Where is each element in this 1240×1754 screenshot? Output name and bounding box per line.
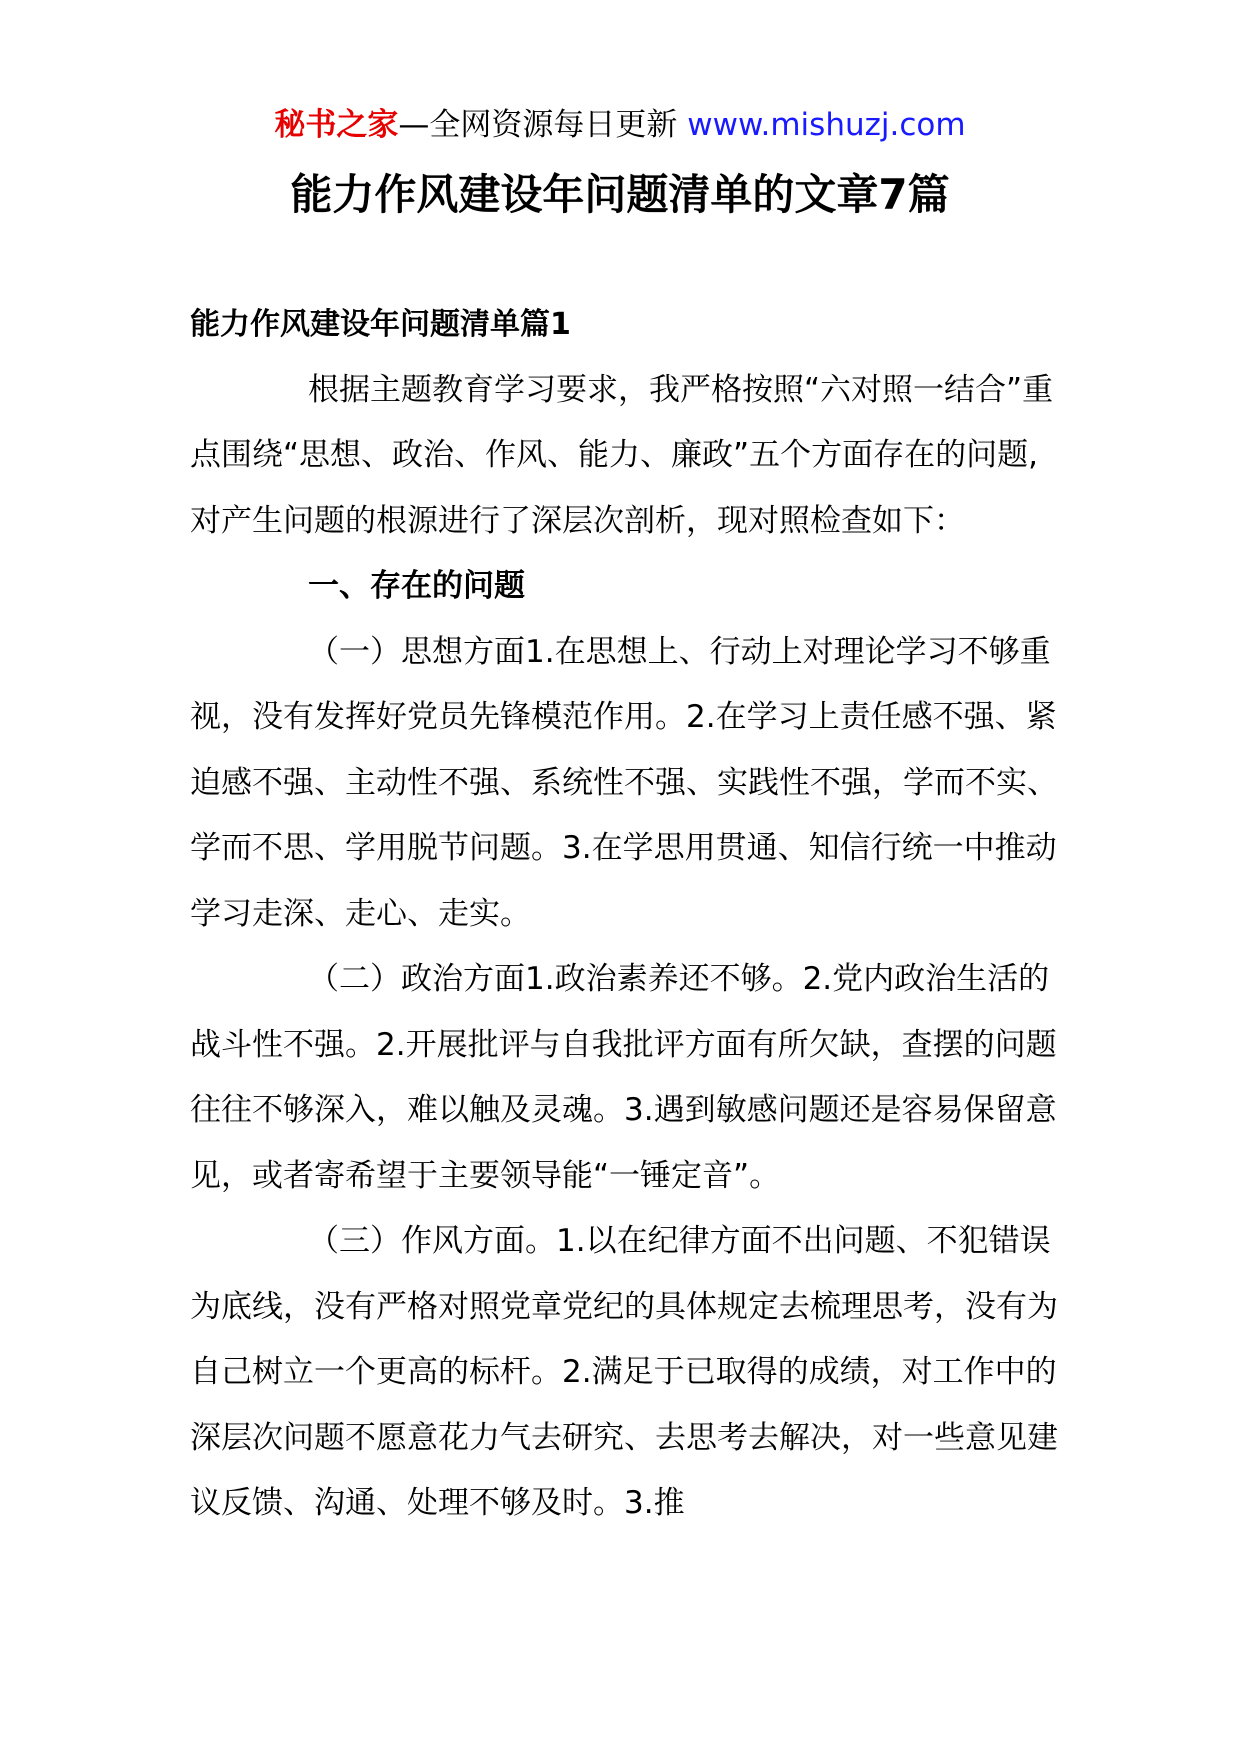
heading-existing-problems: 一、存在的问题 bbox=[308, 568, 525, 604]
paragraph-style-aspect: （三）作风方面。1.以在纪律方面不出问题、不犯错误为底线，没有严格对照党章党纪的具体规定去梳理思考，没有为自己树立一个更高的标杆。2.满足于已取得的成绩，对工作中的深层次问题不愿意花力气去研究、去思考去解决，对一些意见建议反馈、沟通、处理不够及时。3.推 bbox=[190, 1223, 1058, 1521]
document-title: 能力作风建设年问题清单的文章7篇 bbox=[290, 170, 950, 219]
document-body bbox=[190, 292, 1065, 1537]
paragraph-thought-aspect: （一）思想方面1.在思想上、行动上对理论学习不够重视，没有发挥好党员先锋模范作用。2.在学习上责任感不强、紧迫感不强、主动性不强、系统性不强、实践性不强，学而不实、学而不思、学用脱节问题。3.在学思用贯通、知信行统一中推动学习走深、走心、走实。 bbox=[190, 633, 1058, 932]
paragraph-political-aspect: （二）政治方面1.政治素养还不够。2.党内政治生活的战斗性不强。2.开展批评与自我批评方面有所欠缺，查摆的问题往往不够深入，难以触及灵魂。3.遇到敏感问题还是容易保留意见，或者寄希望于主要领导能“一锤定音”。 bbox=[190, 961, 1057, 1194]
site-tagline: —全网资源每日更新 bbox=[398, 107, 688, 143]
paragraph-intro: 根据主题教育学习要求，我严格按照“六对照一结合”重点围绕“思想、政治、作风、能力、廉政”五个方面存在的问题,对产生问题的根源进行了深层次剖析，现对照检查如下： bbox=[190, 371, 1054, 539]
site-brand: 秘书之家 bbox=[274, 107, 399, 143]
site-url-link[interactable]: www.mishuzj.com bbox=[687, 107, 966, 143]
section-title: 能力作风建设年问题清单篇1 bbox=[190, 307, 571, 342]
site-header bbox=[0, 100, 1240, 150]
